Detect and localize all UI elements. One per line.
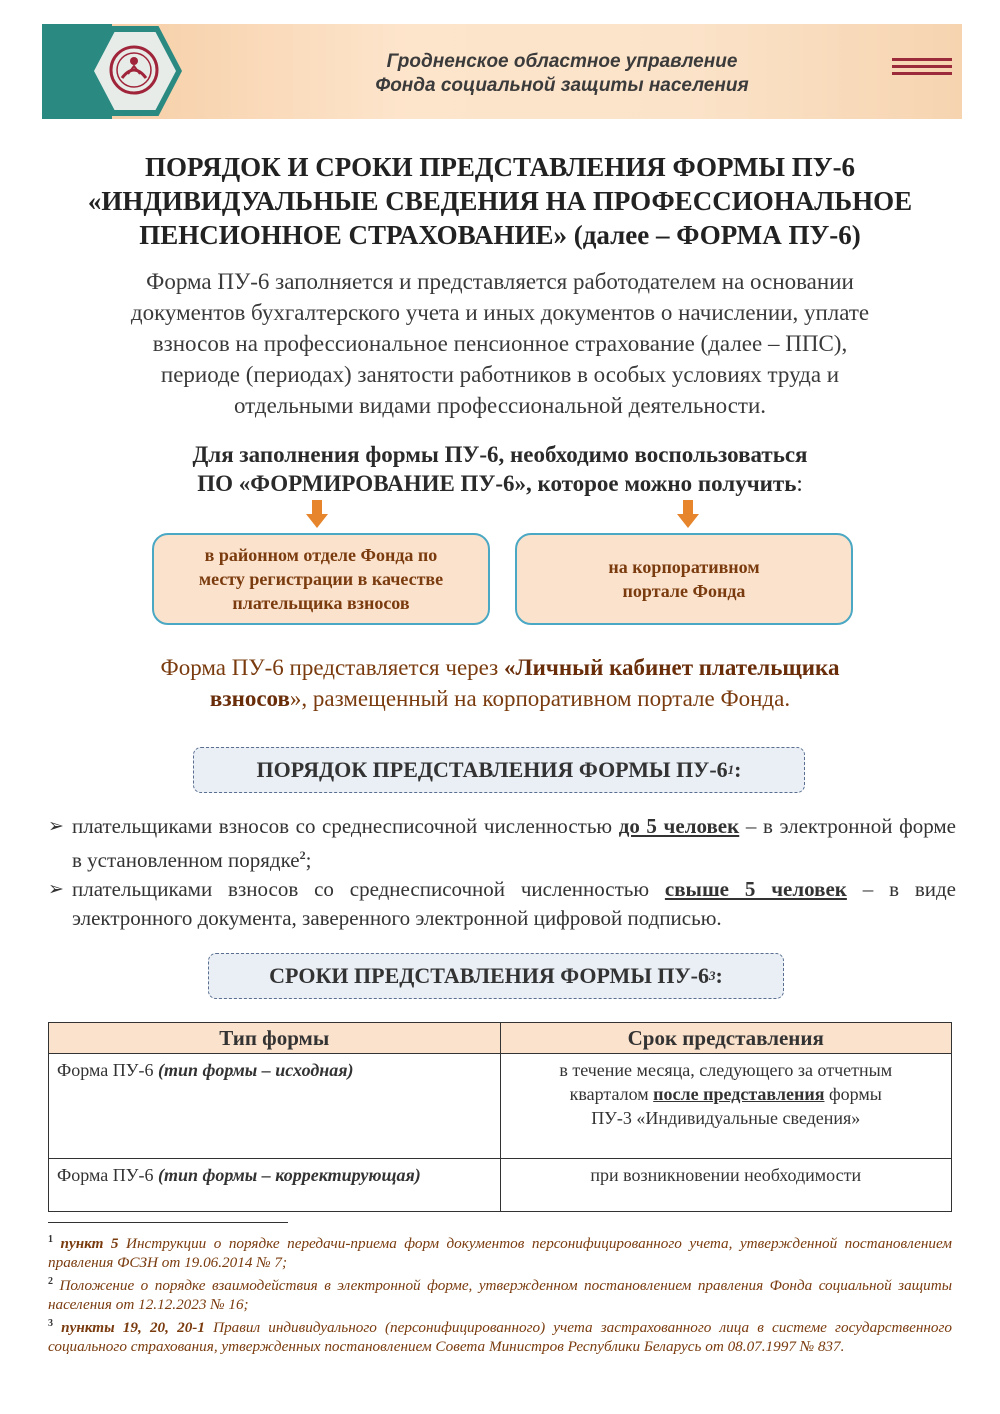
table-row [49, 1159, 952, 1212]
deadline-line2: кварталом после представления формы [569, 1084, 882, 1104]
table-header-row [49, 1023, 952, 1054]
option1-line2: месту регистрации в качестве [198, 569, 444, 589]
col-header-deadline: Срок представления [500, 1023, 952, 1054]
table-row [49, 1054, 952, 1159]
intro-line2: документов бухгалтерского учета и иных документов о начислении, уплате [130, 300, 870, 325]
submission-line2: взносов», размещенный на корпоративном портале Фонда. [209, 686, 791, 711]
arrow-bullet-icon: ➢ [48, 879, 64, 900]
footnote-divider [48, 1222, 288, 1223]
intro-line4: периоде (периодах) занятости работников в особых условиях труда и [160, 362, 840, 387]
org-name-line2: Фонда социальной защиты населения [375, 75, 749, 96]
terms-table [48, 1022, 952, 1212]
title-line2: «ИНДИВИДУАЛЬНЫЕ СВЕДЕНИЯ НА ПРОФЕССИОНАЛЬНОЕ [87, 186, 913, 216]
submission-line1: Форма ПУ-6 представляется через «Личный кабинет плательщика [160, 655, 840, 680]
arrow-down-icon [677, 500, 699, 530]
title-line3: ПЕНСИОННОЕ СТРАХОВАНИЕ» (далее – ФОРМА ПУ-6) [139, 220, 861, 250]
cell-deadline [500, 1054, 952, 1159]
footnote-2: $^2$ Положение о порядке взаимодействия в электронной форме, утвержденном постановлением правления Фонда социальной защиты населения от 12.12.2023 № 16; [48, 1276, 952, 1314]
cell-form-type: Форма ПУ-6 (тип формы – исходная) [49, 1054, 501, 1159]
intro-paragraph [50, 266, 950, 421]
software-note [60, 440, 940, 498]
terms-section-heading: СРОКИ ПРЕДСТАВЛЕНИЯ ФОРМЫ ПУ-6 3 : [208, 953, 784, 999]
software-line1: Для заполнения формы ПУ-6, необходимо воспользоваться [192, 442, 808, 467]
intro-line5: отдельными видами профессиональной деятельности. [233, 393, 767, 418]
footnote-1: $^1$ пункт 5 Инструкции о порядке передачи-приема форм документов персонифицированного учета, утвержденной постановлением правления ФСЗН от 19.06.2014 № 7; [48, 1234, 953, 1272]
footnote-3: $^3$ пункты 19, 20, 20-1 Правил индивидуального (персонифицированного) учета застрахованного лица в системе государственного социального страхования, утвержденных постановлением Совета Министров Республики Беларусь от 08.07.1997 № 837. [48, 1318, 953, 1356]
option1-line1: в районном отделе Фонда по [204, 545, 438, 565]
cell-deadline: при возникновении необходимости [500, 1159, 952, 1212]
deadline-line3: ПУ-3 «Индивидуальные сведения» [591, 1108, 861, 1128]
option1-line3: плательщика взносов [232, 593, 410, 613]
header-banner [42, 24, 962, 119]
option-district-office [152, 533, 490, 625]
option-corporate-portal [515, 533, 853, 625]
org-name-line1: Гродненское областное управление [386, 51, 738, 72]
decorative-stripes [892, 58, 952, 79]
arrow-down-icon [306, 500, 328, 530]
list-item: ➢ плательщиками взносов со среднесписочной численностью свыше 5 человек – в виде электронного документа, заверенного электронной цифровой подписью. [48, 877, 957, 930]
col-header-form-type: Тип формы [49, 1023, 501, 1054]
deadline-line1: в течение месяца, следующего за отчетным [559, 1060, 893, 1080]
organization-name [302, 50, 822, 98]
title-line1: ПОРЯДОК И СРОКИ ПРЕДСТАВЛЕНИЯ ФОРМЫ ПУ-6 [144, 152, 856, 182]
fszn-emblem-icon [108, 44, 160, 96]
order-section-heading: ПОРЯДОК ПРЕДСТАВЛЕНИЯ ФОРМЫ ПУ-6 1 : [193, 747, 805, 793]
intro-line1: Форма ПУ-6 заполняется и представляется работодателем на основании [146, 269, 854, 294]
cell-form-type: Форма ПУ-6 (тип формы – корректирующая) [49, 1159, 501, 1212]
submission-note [60, 652, 940, 714]
page-title [40, 150, 960, 252]
arrow-bullet-icon: ➢ [48, 816, 64, 837]
option2-line1: на корпоративном [608, 557, 760, 577]
order-list [46, 812, 956, 933]
intro-line3: взносов на профессиональное пенсионное страхование (далее – ППС), [152, 331, 848, 356]
option2-line2: портале Фонда [622, 581, 746, 601]
footnotes [48, 1230, 952, 1356]
software-line2: ПО «ФОРМИРОВАНИЕ ПУ-6», которое можно получить: [197, 471, 803, 496]
list-item: ➢ плательщиками взносов со среднесписочной численностью до 5 человек – в электронной форме в установленном порядке$^2$; [48, 814, 956, 872]
